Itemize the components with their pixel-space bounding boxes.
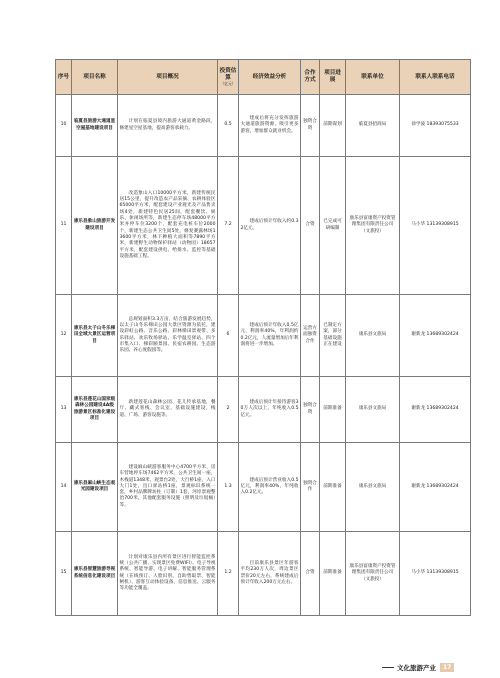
project-table	[55, 59, 471, 616]
row-unit: 康乐县文旅局	[346, 295, 400, 377]
header-name: 项目名称	[72, 60, 118, 95]
header-benefit: 经济效益分析	[239, 60, 301, 95]
row-coop: 运营方面独资合作	[301, 295, 320, 377]
row-benefit: 建成后预计年收入约0.32亿元。	[239, 157, 301, 295]
row-unit: 康乐县文旅局	[346, 443, 400, 532]
row-benefit: 目前康乐县景区年游客平均230万人次，周边景区票价20元左右，系统建成后预计年收入200万元左右。	[239, 532, 301, 616]
row-invest: 7.2	[218, 157, 239, 295]
row-contact: 谢新龙 13689302424	[400, 295, 471, 377]
row-contact: 谢新龙 13689302424	[400, 443, 471, 532]
row-overview: 计划对康乐县内所有景区进行智能监控系统（公共广播、实现景区免费WIFI）、电子导视系统、智能导游、电子讲解、智能服务管理系统（在线预订、人脸识别、自助售取票、智能闸机）、游客互动体验设备、信息推送、云服务等功能全覆盖。	[118, 532, 218, 616]
row-progress: 前期准备	[320, 532, 346, 616]
row-invest: 0.5	[218, 95, 239, 157]
row-name: 康乐县象山旅游开发建设项目	[72, 157, 118, 295]
row-progress: 前期谋划	[320, 95, 346, 157]
table-row	[56, 95, 471, 157]
row-overview: 总规划面积3.3万亩，结合旅游发展趋势，以太子山冬乐梯田公园大景区资源为依托，建设彩虹公路、音乐公路、彩林梯田景观带、多乐驿站、欢乐牧场驿站、乐学温室驿站、四个市集入口、梯彩颐景园、民宿农耕园、生态游乐园、养心度假园等。	[118, 295, 218, 377]
table-row	[56, 377, 471, 443]
row-invest: 1.2	[218, 532, 239, 616]
row-progress: 已完成可研编制	[320, 157, 346, 295]
row-name: 临夏县旅游大通道星空屋基地建设项目	[72, 95, 118, 157]
row-invest: 1.3	[218, 443, 239, 532]
row-no: 10	[56, 95, 72, 157]
table-row	[56, 157, 471, 295]
row-no: 13	[56, 377, 72, 443]
row-no: 11	[56, 157, 72, 295]
header-contact: 联系人联系电话	[400, 60, 471, 95]
row-invest: 6	[218, 295, 239, 377]
row-no: 14	[56, 443, 72, 532]
row-contact: 谢新龙 13689302424	[400, 377, 471, 443]
row-name: 康乐县麻山峡生态观光园建设项目	[72, 443, 118, 532]
row-name: 康乐县智慧旅游导视系统信息化建设项目	[72, 532, 118, 616]
row-name: 康乐县莲花山国家级森林公园建设4A级旅游景区标准化建设项目	[72, 377, 118, 443]
table-row	[56, 532, 471, 616]
row-unit: 康乐县富康资产投资管理集团有限责任公司（文旅投）	[346, 157, 400, 295]
header-unit: 联系单位	[346, 60, 400, 95]
row-contact: 马小华 13139308915	[400, 532, 471, 616]
row-progress: 前期准备	[320, 443, 346, 532]
row-benefit: 建成后预计营业收入0.5亿元，利润率40%，年纯收入0.2亿元。	[239, 443, 301, 532]
page-footer	[382, 662, 454, 672]
footer-section-label: 文化旅游产业	[397, 663, 436, 672]
header-progress: 项目进展	[320, 60, 346, 95]
header-invest	[218, 60, 239, 95]
row-unit: 康乐县文旅局	[346, 377, 400, 443]
row-coop: 合资	[301, 532, 320, 616]
row-unit: 临夏县招商局	[346, 95, 400, 157]
row-coop: 独资合资	[301, 95, 320, 157]
header-coop: 合作方式	[301, 60, 320, 95]
row-progress: 前期准备	[320, 377, 346, 443]
row-benefit: 建成后预计年接待游客30万人次以上，年纯收入0.5亿元。	[239, 377, 301, 443]
row-no: 15	[56, 532, 72, 616]
row-contact: 徐学波 18393075533	[400, 95, 471, 157]
table-row	[56, 295, 471, 377]
header-invest-label: 投资估算	[219, 67, 237, 81]
row-overview: 新建莲花山森林公园、花儿传承基地，餐厅、藏式客栈、会议室、基础设施建设，栈道、广场、游客设施等。	[118, 377, 218, 443]
row-invest: 2	[218, 377, 239, 443]
header-overview: 项目概况	[118, 60, 218, 95]
row-overview: 建设麻山峡游客服务中心4700平方米，房车营地停车场7462平方米，公共卫生间一座，木栈道1348米，观景台2处，大行桥1座，入口大门1处，出口驿站桥1座，景观标识系统一套，乡村品牌牌坊柱（订制）1套，河岸景观整治700米，其他配套服务设施（照明及垃圾桶）等。	[118, 443, 218, 532]
table-row	[56, 443, 471, 532]
row-coop: 合资	[301, 157, 320, 295]
row-coop: 独资合作	[301, 443, 320, 532]
header-invest-unit: （亿元）	[220, 80, 236, 86]
row-unit: 康乐县富康资产投资管理集团有限责任公司（文旅投）	[346, 532, 400, 616]
row-overview: 改造象山入口10000平方米，新建传统民居15公里，提升改造农产品采摘、农耕体验区65000平方米，配套建设产业观光及产品售卖场4处，新建特色民居25间，配套餐饮、娱乐、休闲场所等，新建生态停车场48000平方米并停车位3200个，配套充电桩车位2000个，新建生态公共卫生间5处，修复赛露林场13600平方米，林下种植大面积等7890平方米，新建野生动物保护驿站（动物园）18657平方米，配套建设供电、给排水、监控等基础设施基础工程。	[118, 157, 218, 295]
row-no: 12	[56, 295, 72, 377]
row-name: 康乐县太子山冬乐梯田全域大景区运营项目	[72, 295, 118, 377]
row-coop: 独资合资	[301, 377, 320, 443]
page-number: 17	[440, 663, 454, 672]
row-contact: 马小华 13139308915	[400, 157, 471, 295]
row-benefit: 建成后预计年收入0.5亿元，利润率40%，年利润约0.2亿元，人流量增加后年利润将进一步增加。	[239, 295, 301, 377]
footer-divider	[382, 667, 394, 668]
row-benefit: 建成后将充分发挥旅游大通道旅游资源，吸引更多游客，增加群众就业机会。	[239, 95, 301, 157]
row-progress: 已制定方案，部分基础设施正在建设	[320, 295, 346, 377]
header-no: 序号	[56, 60, 72, 95]
row-overview: 计划在临夏县境内旅游大通道黄金路段，修建星空屋基地，提高游客承载力。	[118, 95, 218, 157]
